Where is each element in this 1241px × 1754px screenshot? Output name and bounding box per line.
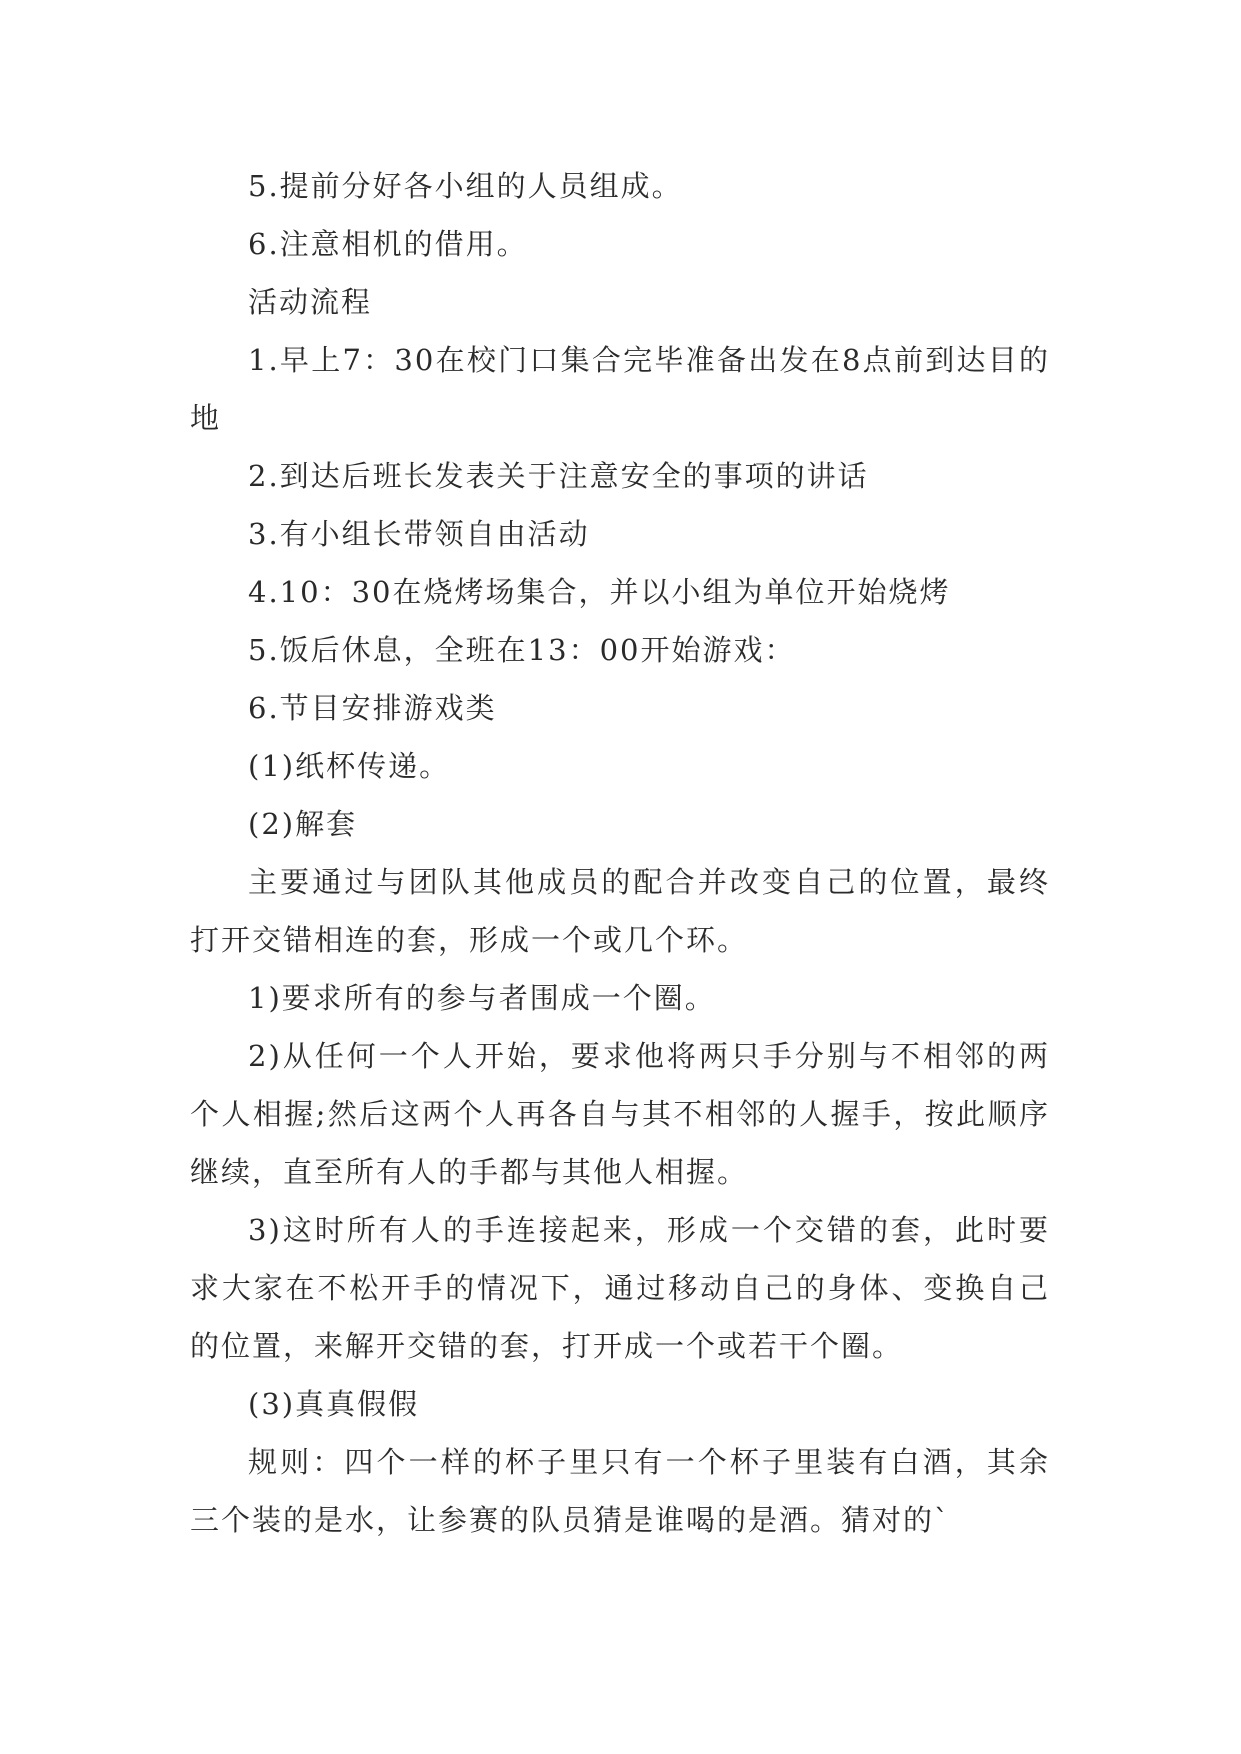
- paragraph-game-3-rules: 规则：四个一样的杯子里只有一个杯子里装有白酒，其余三个装的是水，让参赛的队员猜是谁喝的是酒。猜对的`: [190, 1445, 1050, 1537]
- paragraph-step-3: 3.有小组长带领自由活动: [248, 517, 590, 551]
- paragraph-step-2: 2.到达后班长发表关于注意安全的事项的讲话: [248, 459, 869, 493]
- paragraph-camera: 6.注意相机的借用。: [248, 227, 528, 261]
- paragraph-game-2-description: 主要通过与团队其他成员的配合并改变自己的位置，最终打开交错相连的套，形成一个或几个环。: [190, 865, 1050, 957]
- paragraph-step-1: 1.早上7：30在校门口集合完毕准备出发在8点前到达目的地: [190, 343, 1050, 435]
- section-heading-activity-flow: 活动流程: [248, 285, 373, 319]
- paragraph-game-1: (1)纸杯传递。: [248, 749, 451, 783]
- paragraph-step-6: 6.节目安排游戏类: [248, 691, 497, 725]
- paragraph-step-5: 5.饭后休息，全班在13：00开始游戏：: [248, 633, 796, 667]
- paragraph-group-size: 5.提前分好各小组的人员组成。: [248, 169, 683, 203]
- paragraph-step-4: 4.10：30在烧烤场集合，并以小组为单位开始烧烤: [248, 575, 951, 609]
- paragraph-game-2: (2)解套: [248, 807, 358, 841]
- paragraph-game-2-rule-1: 1)要求所有的参与者围成一个圈。: [248, 981, 716, 1015]
- paragraph-game-3: (3)真真假假: [248, 1387, 420, 1421]
- document-body: [190, 157, 1050, 1549]
- paragraph-game-2-rule-2: 2)从任何一个人开始，要求他将两只手分别与不相邻的两个人相握;然后这两个人再各自与其不相邻的人握手，按此顺序继续，直至所有人的手都与其他人相握。: [190, 1039, 1050, 1189]
- paragraph-game-2-rule-3: 3)这时所有人的手连接起来，形成一个交错的套，此时要求大家在不松开手的情况下，通过移动自己的身体、变换自己的位置，来解开交错的套，打开成一个或若干个圈。: [190, 1213, 1050, 1363]
